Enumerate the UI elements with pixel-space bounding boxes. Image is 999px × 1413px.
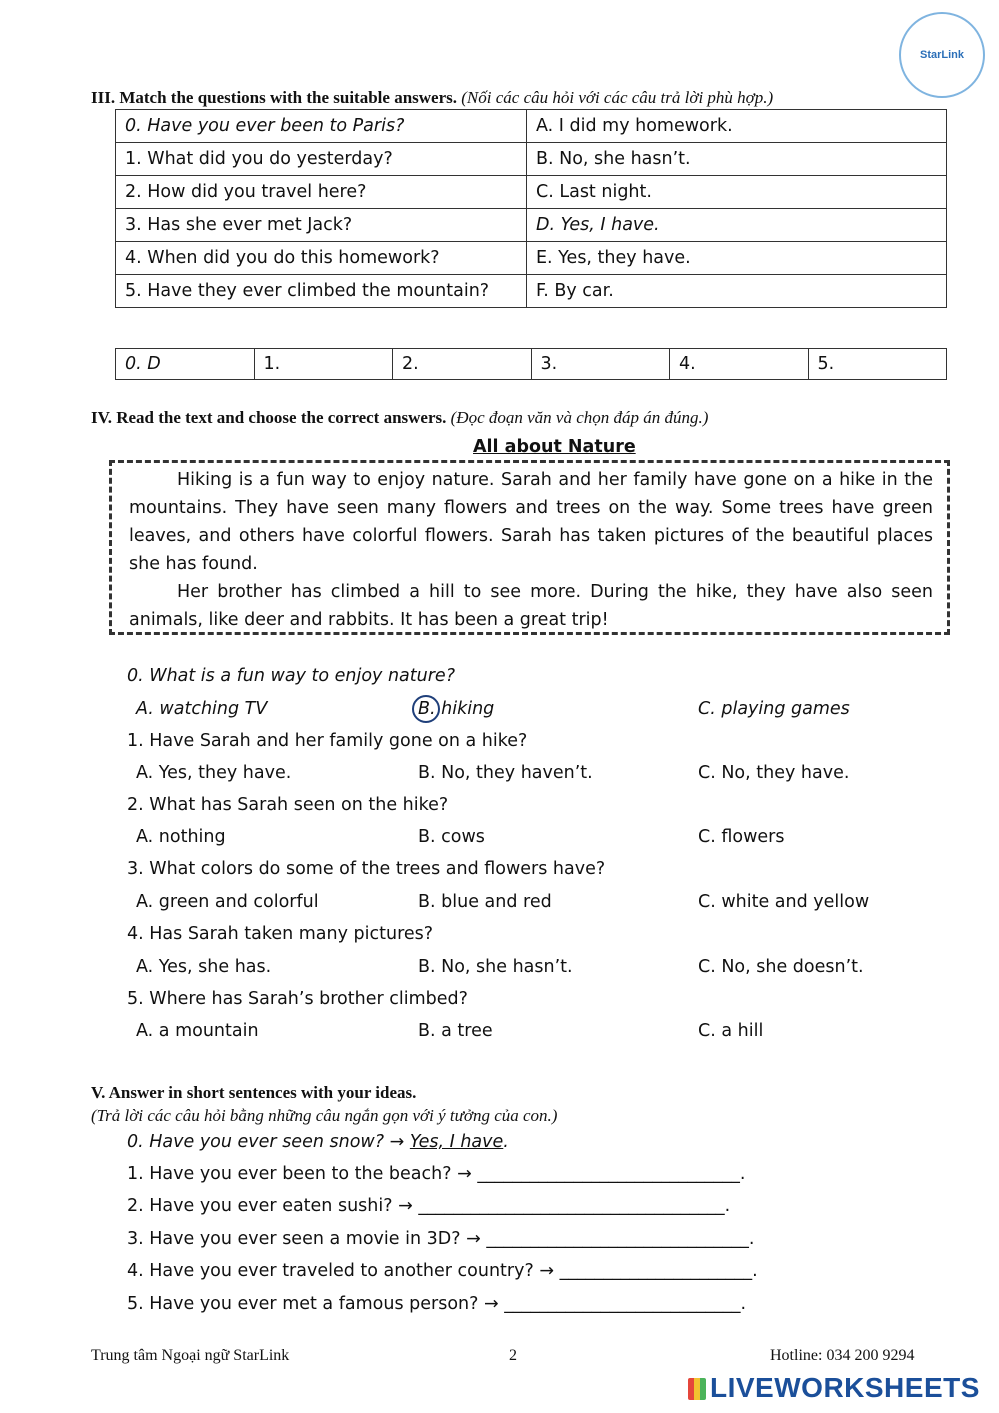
answer-cell: C. Last night. [527,176,947,209]
option-2a[interactable]: A. nothing [136,827,226,847]
table-row [116,242,947,275]
question-1: 1. Have Sarah and her family gone on a hike? [127,731,528,751]
option-1c[interactable]: C. No, they have. [698,763,850,783]
question-5: 5. Where has Sarah’s brother climbed? [127,989,468,1009]
answer-box-1[interactable]: 1. [254,349,393,380]
question-3: 3. What colors do some of the trees and flowers have? [127,859,606,879]
question-2: 2. What has Sarah seen on the hike? [127,795,449,815]
answer-box-5[interactable]: 5. [808,349,947,380]
question-cell: 2. How did you travel here? [116,176,527,209]
answer-line[interactable]: ______________________________. [486,1229,755,1249]
arrow-icon: → [398,1196,413,1216]
starlink-logo: StarLink [899,12,985,98]
footer-hotline: Hotline: 034 200 9294 [770,1347,915,1364]
question-4: 4. Has Sarah taken many pictures? [127,924,434,944]
matching-table [115,109,947,308]
arrow-icon: → [466,1229,481,1249]
section5-subtitle: (Trả lời các câu hỏi bằng những câu ngắn gọn với ý tưởng của con.) [91,1106,558,1125]
answer-cell: F. By car. [527,275,947,308]
liveworksheets-brand: LIVEWORKSHEETS [688,1372,980,1404]
option-0b[interactable]: B. hiking [418,699,494,719]
arrow-icon: → [457,1164,472,1184]
section5-heading: V. Answer in short sentences with your ideas. [91,1083,417,1102]
short-answer-5: 5. Have you ever met a famous person? → ___________________________. [127,1294,747,1314]
option-0c[interactable]: C. playing games [698,699,850,719]
answer-box-2[interactable]: 2. [393,349,532,380]
table-row [116,110,947,143]
answer-box-4[interactable]: 4. [670,349,809,380]
section4-heading: IV. Read the text and choose the correct answers. (Đọc đoạn văn và chọn đáp án đúng.) [91,408,709,427]
arrow-icon: → [483,1294,499,1314]
table-row [116,143,947,176]
example-answer: Yes, I have [409,1132,504,1152]
option-5c[interactable]: C. a hill [698,1021,764,1041]
option-0a[interactable]: A. watching TV [136,699,268,719]
option-3c[interactable]: C. white and yellow [698,892,870,912]
question-cell: 5. Have they ever climbed the mountain? [116,275,527,308]
short-answer-2: 2. Have you ever eaten sushi? → ___________________________________. [127,1196,731,1216]
short-answer-3: 3. Have you ever seen a movie in 3D? → ______________________________. [127,1229,755,1249]
option-5a[interactable]: A. a mountain [136,1021,259,1041]
option-4b[interactable]: B. No, she hasn’t. [418,957,573,977]
answer-line[interactable]: ______________________. [559,1261,758,1281]
short-answer-4: 4. Have you ever traveled to another country? → ______________________. [127,1261,758,1281]
option-1a[interactable]: A. Yes, they have. [136,763,292,783]
reading-passage [109,460,950,635]
answer-grid [115,348,947,380]
option-5b[interactable]: B. a tree [418,1021,493,1041]
answer-cell: A. I did my homework. [527,110,947,143]
answer-line[interactable]: ______________________________. [477,1164,746,1184]
option-3b[interactable]: B. blue and red [418,892,552,912]
table-row [116,209,947,242]
answer-circle [412,695,440,723]
option-2b[interactable]: B. cows [418,827,485,847]
passage-title: All about Nature [473,437,636,457]
table-row [116,275,947,308]
option-1b[interactable]: B. No, they haven’t. [418,763,593,783]
answer-cell: B. No, she hasn’t. [527,143,947,176]
question-cell: 0. Have you ever been to Paris? [116,110,527,143]
question-cell: 4. When did you do this homework? [116,242,527,275]
passage-paragraph: Her brother has climbed a hill to see more. During the hike, they have also seen animals, like deer and rabbits. It has been a great trip! [129,582,933,630]
example-question: 0. Have you ever seen snow? → Yes, I have. [127,1132,509,1152]
option-3a[interactable]: A. green and colorful [136,892,319,912]
arrow-icon: → [389,1132,405,1152]
page-number: 2 [509,1347,517,1364]
table-row [116,176,947,209]
answer-cell: E. Yes, they have. [527,242,947,275]
question-0: 0. What is a fun way to enjoy nature? [127,666,455,686]
answer-box-0: 0. D [116,349,255,380]
question-cell: 3. Has she ever met Jack? [116,209,527,242]
option-4a[interactable]: A. Yes, she has. [136,957,272,977]
passage-paragraph: Hiking is a fun way to enjoy nature. Sarah and her family have gone on a hike in the mountains. They have seen many flowers and trees on the way. Some trees have green leaves, and others have colorful flowers. Sarah has taken pictures of the beautiful places she has found. [129,470,933,574]
answer-box-3[interactable]: 3. [531,349,670,380]
answer-line[interactable]: ___________________________________. [418,1196,731,1216]
footer-left: Trung tâm Ngoại ngữ StarLink [91,1347,290,1364]
question-cell: 1. What did you do yesterday? [116,143,527,176]
arrow-icon: → [539,1261,554,1281]
option-2c[interactable]: C. flowers [698,827,785,847]
answer-cell: D. Yes, I have. [527,209,947,242]
answer-line[interactable]: ___________________________. [504,1294,747,1314]
option-4c[interactable]: C. No, she doesn’t. [698,957,864,977]
section3-heading: III. Match the questions with the suitable answers. (Nối các câu hỏi với các câu trả lời phù hợp.) [91,88,774,107]
liveworksheets-icon [688,1378,706,1400]
short-answer-1: 1. Have you ever been to the beach? → ______________________________. [127,1164,746,1184]
